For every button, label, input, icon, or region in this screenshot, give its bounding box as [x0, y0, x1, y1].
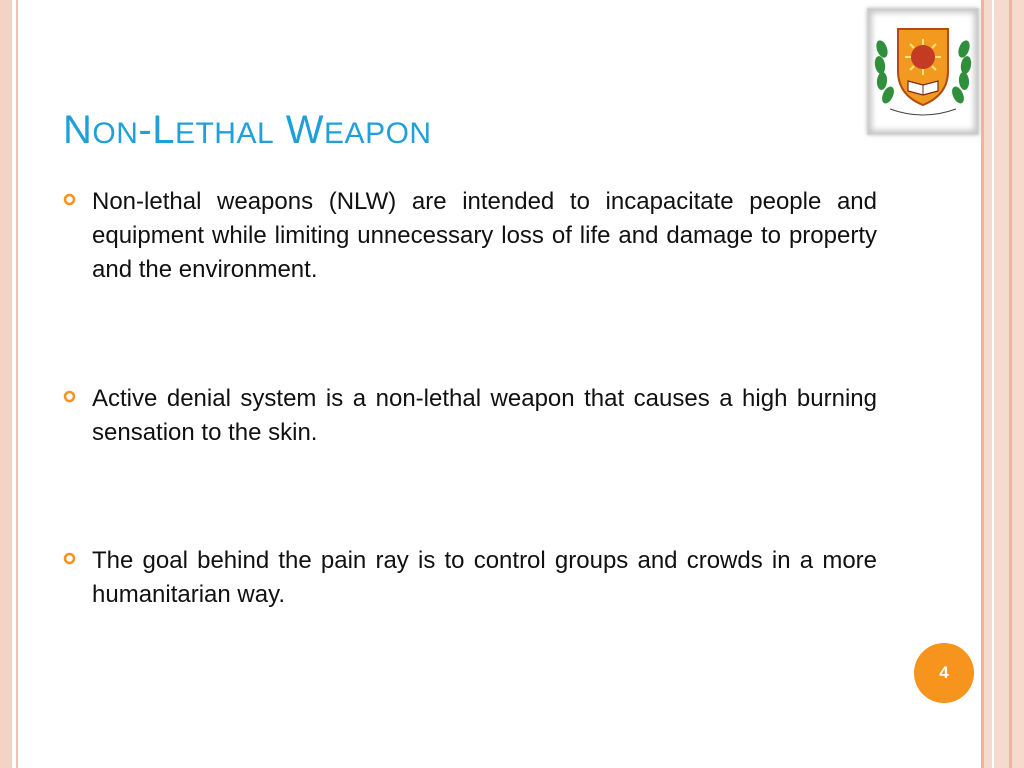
- title-part: N: [63, 108, 93, 152]
- title-part: ON: [92, 117, 139, 150]
- bullet-text: Active denial system is a non-lethal weapon that causes a high burning sensation to the skin.: [92, 385, 877, 446]
- title-part: EAPON: [324, 117, 432, 150]
- right-border-line-outer: [1009, 0, 1012, 768]
- slide-title: [63, 108, 432, 153]
- right-border-line: [981, 0, 984, 768]
- title-part: -L: [138, 108, 175, 152]
- hollow-circle-bullet-icon: [63, 390, 76, 403]
- hollow-circle-bullet-icon: [63, 552, 76, 565]
- title-part: W: [274, 108, 325, 152]
- bullet-text: Non-lethal weapons (NLW) are intended to incapacitate people and equipment while limiting unnecessary loss of life and damage to property and the environment.: [92, 188, 877, 283]
- left-border-line: [16, 0, 18, 768]
- college-emblem-icon: [868, 9, 978, 134]
- title-part: ETHAL: [174, 117, 275, 150]
- right-border-band: [984, 0, 1024, 768]
- hollow-circle-bullet-icon: [63, 193, 76, 206]
- right-border-gap: [992, 0, 994, 768]
- page-number-badge: 4: [914, 643, 974, 703]
- left-border-strip: [0, 0, 12, 768]
- bullet-text: The goal behind the pain ray is to control groups and crowds in a more humanitarian way.: [92, 547, 877, 608]
- logo-card: [867, 8, 979, 135]
